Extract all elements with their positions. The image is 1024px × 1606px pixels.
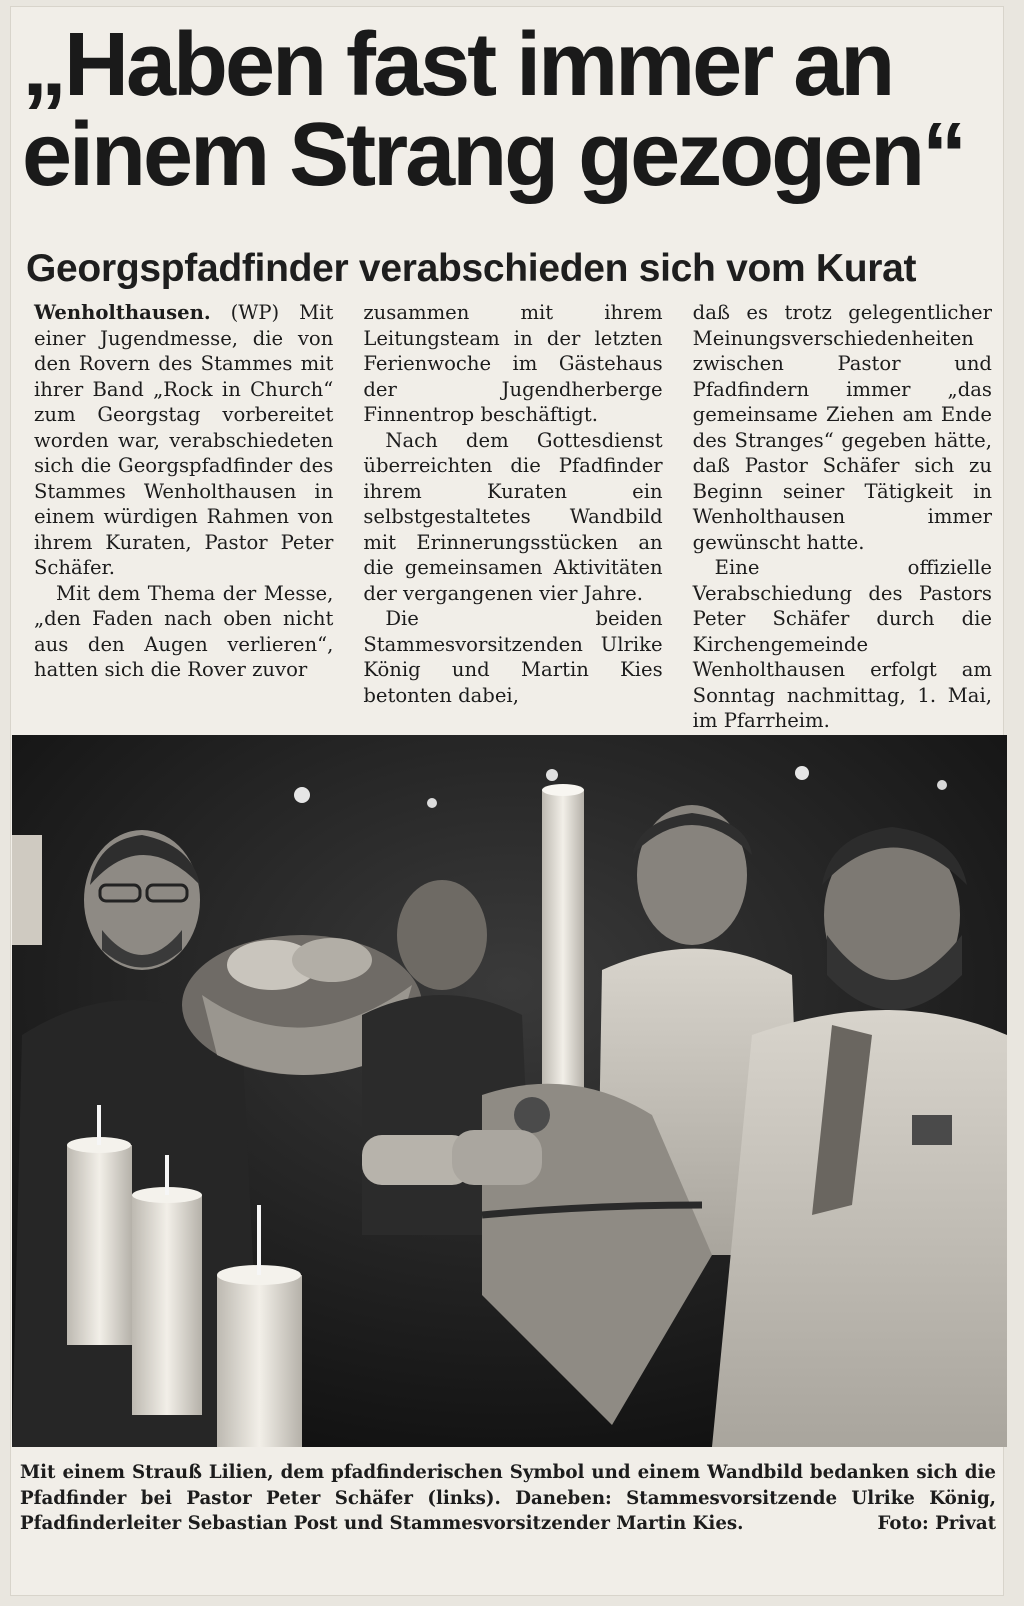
subheadline: Georgspfadfinder verabschieden sich vom Kurat xyxy=(26,247,917,290)
paragraph xyxy=(34,300,333,581)
photo-illustration xyxy=(12,735,1007,1447)
paragraph-text: (WP) Mit einer Jugendmesse, die von den Rovern des Stammes mit ihrer Band „Rock in Church“ zum Georgstag vorbereitet worden war, verabschiedeten sich die Georgspfadfinder des Stammes Wenholthausen in einem würdigen Rahmen von ihrem Kuraten, Pastor Peter Schäfer. xyxy=(34,301,334,579)
paragraph: Nach dem Gottesdienst überreichten die Pfadfinder ihrem Kuraten ein selbstgestaltetes Wandbild mit Erinnerungsstücken an die gemeinsamen Aktivitäten der vergangenen vier Jahre. xyxy=(363,428,663,605)
paragraph: Mit dem Thema der Messe, „den Faden nach oben nicht aus den Augen verlieren“, hatten sich die Rover zuvor xyxy=(34,581,334,681)
headline: „Haben fast immer an einem Strang gezogen“ xyxy=(22,15,965,205)
press-photo xyxy=(12,735,1007,1447)
photo-credit: Foto: Privat xyxy=(877,1513,996,1534)
article-body xyxy=(34,300,992,732)
paragraph: zusammen mit ihrem Leitungsteam in der letzten Ferienwoche im Gästehaus der Jugendherberge Finnentrop beschäftigt. xyxy=(363,301,663,426)
paragraph: Eine offizielle Verabschiedung des Pastors Peter Schäfer durch die Kirchengemeinde Wenholthausen erfolgt am Sonntag nachmittag, 1. Mai, im Pfarrheim. xyxy=(692,556,992,732)
paragraph: Die beiden Stammesvorsitzenden Ulrike König und Martin Kies betonten dabei, xyxy=(363,607,663,707)
photo-caption xyxy=(20,1460,996,1537)
column-2 xyxy=(363,300,663,707)
caption-text: Mit einem Strauß Lilien, dem pfadfinderischen Symbol und einem Wandbild bedanken sich die Pfadfinder bei Pastor Peter Schäfer (links). Daneben: Stammesvorsitzende Ulrike König, Pfadfinderleiter Sebastian Post und Stammesvorsitzender Martin Kies. xyxy=(20,1462,996,1534)
column-1 xyxy=(34,300,333,700)
paragraph: daß es trotz gelegentlicher Meinungsverschiedenheiten zwischen Pastor und Pfadfindern immer „das gemeinsame Ziehen am Ende des Stranges“ gegeben hätte, daß Pastor Schäfer sich zu Beginn seiner Tätigkeit in Wenholthausen immer gewünscht hatte. xyxy=(692,301,992,554)
dateline: Wenholthausen. xyxy=(34,301,211,324)
column-3 xyxy=(692,300,992,732)
